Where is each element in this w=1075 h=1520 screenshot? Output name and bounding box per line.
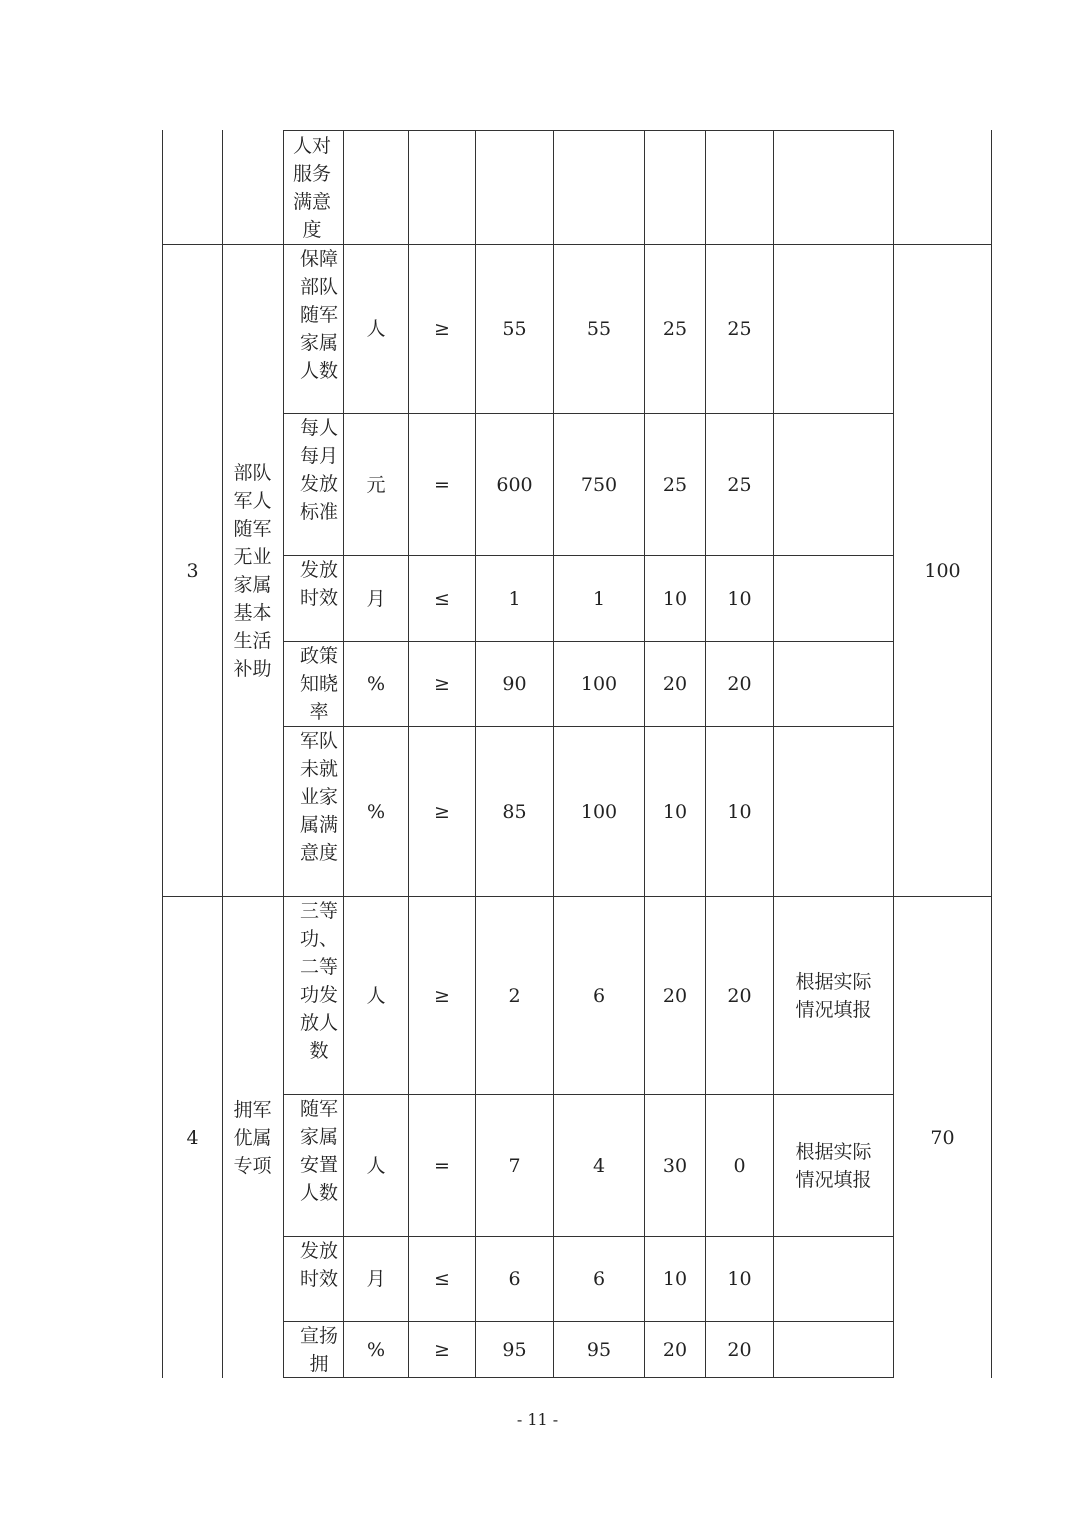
unit: 元 [366,473,386,496]
unit: % [366,1338,386,1361]
note [774,414,893,555]
weight: 20 [662,984,688,1007]
target-value: 85 [502,800,527,823]
score: 20 [727,673,752,695]
score: 10 [727,587,752,610]
score: 25 [727,318,752,340]
note: 根据实际情况填报 [795,1140,872,1191]
weight: 10 [662,1268,688,1290]
indicator: 宣扬拥 [300,1325,339,1375]
indicator: 发放时效 [300,559,339,609]
col-divider [222,130,223,1378]
operator: ≥ [434,800,450,823]
note [774,556,893,641]
score: 20 [727,1338,752,1361]
indicator: 发放时效 [300,1240,339,1290]
col-divider [991,130,992,1378]
actual-value: 6 [592,1268,606,1290]
actual-value: 100 [580,673,618,695]
group-total: 100 [924,559,961,582]
indicator: 政策知晓率 [300,645,339,723]
note: 根据实际情况填报 [795,970,872,1021]
score: 25 [727,473,752,496]
operator: ≤ [434,1268,450,1290]
weight: 30 [662,1154,688,1177]
actual-value: 100 [580,800,618,823]
operator: = [434,473,450,496]
operator: ≥ [434,318,450,340]
actual-value: 95 [586,1338,612,1361]
indicator: 军队未就业家属满意度 [300,730,339,864]
target-value: 90 [502,673,527,695]
weight: 10 [662,587,688,610]
weight: 20 [662,673,688,695]
note [774,642,893,726]
score: 10 [727,1268,752,1290]
actual-value: 1 [592,587,606,610]
target-value: 2 [508,984,521,1007]
operator: ≥ [434,1338,450,1361]
target-value: 1 [508,587,521,610]
target-value: 95 [502,1338,527,1361]
weight: 20 [662,1338,688,1361]
actual-value: 750 [580,473,618,496]
unit: % [366,800,386,823]
actual-value: 6 [592,984,606,1007]
indicator: 每人每月发放标准 [300,417,339,523]
indicator: 随军家属安置人数 [300,1098,339,1204]
target-value: 7 [508,1154,521,1177]
indicator: 保障部队随军家属人数 [300,248,339,382]
unit: 人 [366,984,386,1007]
indicator: 三等功、二等功发放人数 [300,900,339,1062]
note [774,245,893,413]
group-no: 4 [186,1126,199,1149]
operator: = [434,1154,450,1177]
actual-value: 4 [592,1154,606,1177]
target-value: 55 [502,318,527,340]
weight: 10 [662,800,688,823]
weight: 25 [662,473,688,496]
actual-value: 55 [586,318,612,340]
carry-indicator: 人对服务满意度 [292,135,331,241]
unit: 人 [366,1154,386,1177]
unit: % [366,673,386,695]
target-value: 600 [496,473,533,496]
unit: 月 [366,1268,386,1290]
group-project: 拥军优属专项 [233,1098,272,1177]
unit: 月 [366,587,386,610]
table-bottom-border [283,1377,893,1378]
group-project: 部队军人随军无业家属基本生活补助 [233,461,272,680]
operator: ≥ [434,673,450,695]
note [774,1237,893,1321]
target-value: 6 [508,1268,521,1290]
weight: 25 [662,318,688,340]
group-no: 3 [186,559,199,582]
score: 20 [727,984,752,1007]
unit: 人 [366,318,386,340]
score: 10 [727,800,752,823]
table-top-border [283,130,893,131]
page-number: - 11 - [516,1410,559,1429]
score: 0 [733,1154,746,1177]
operator: ≤ [434,587,450,610]
operator: ≥ [434,984,450,1007]
note [774,727,893,896]
note [774,1322,893,1377]
group-total: 70 [930,1126,955,1149]
